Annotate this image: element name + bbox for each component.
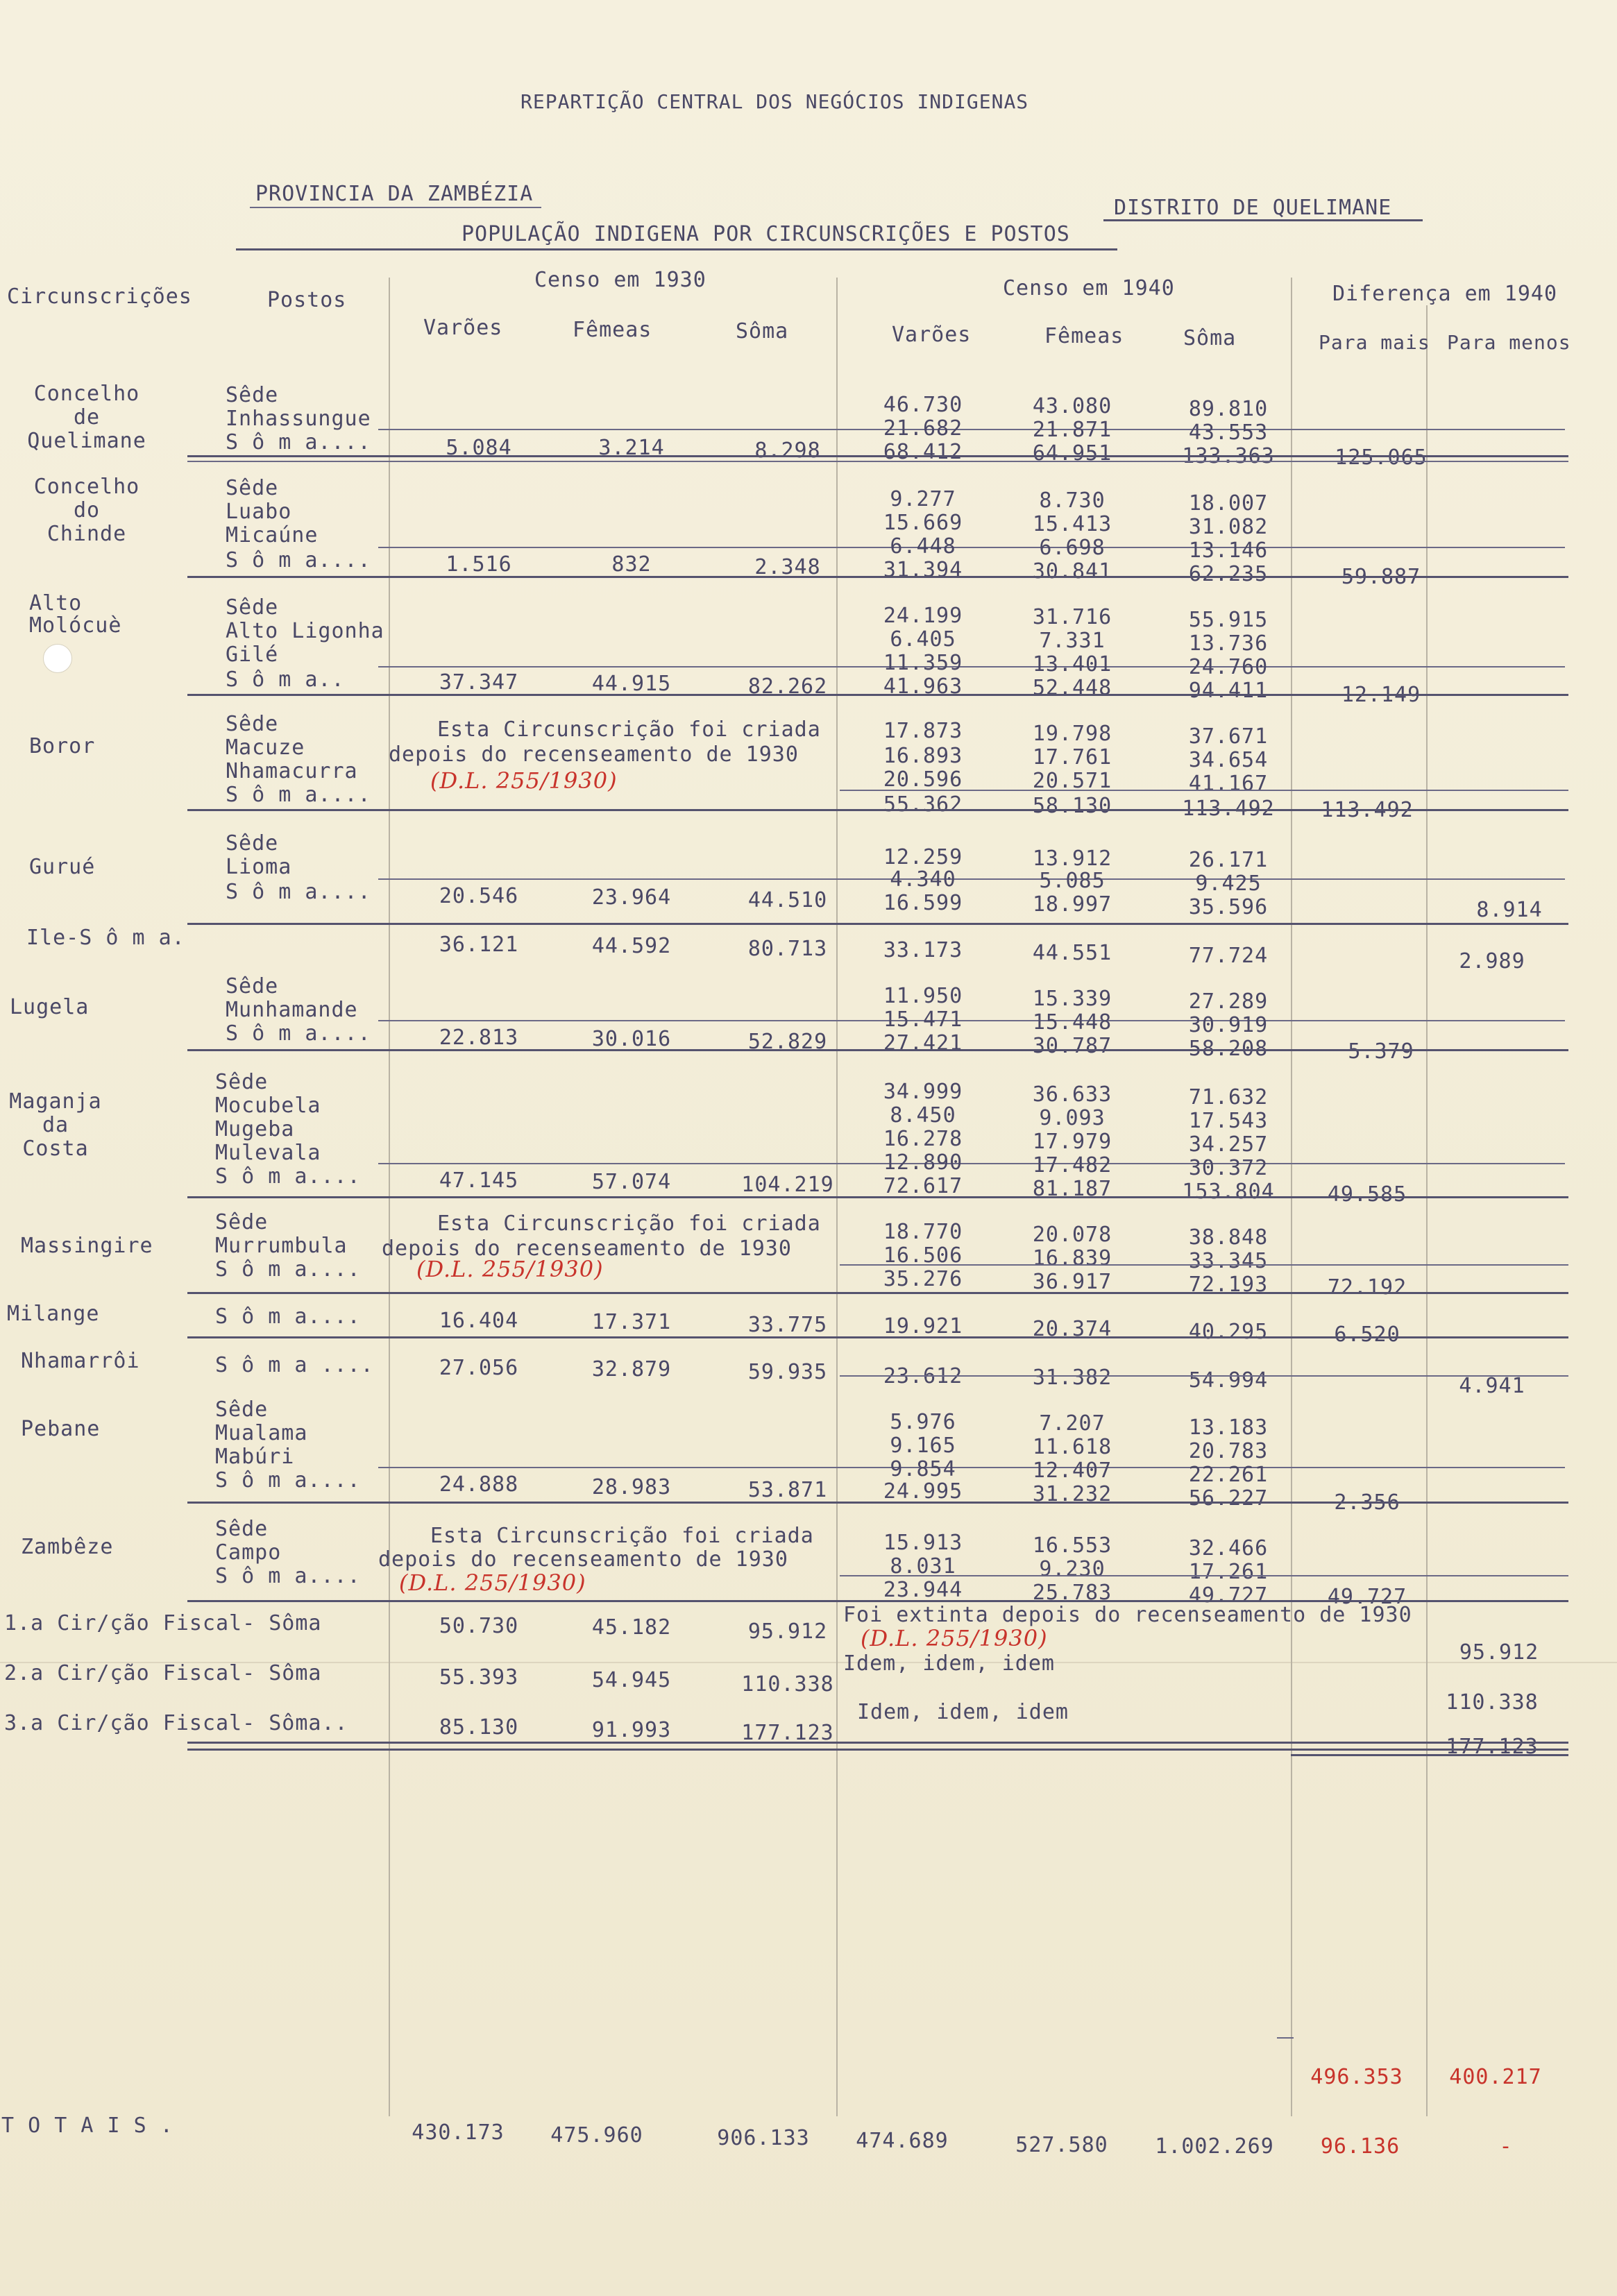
varoes-1940: 17.873 xyxy=(883,719,963,743)
femeas-1940: 7.331 xyxy=(1039,629,1106,653)
soma-1940: 26.171 xyxy=(1188,848,1269,872)
soma-1940: 30.372 xyxy=(1188,1156,1269,1180)
varoes-1940-soma: 16.599 xyxy=(883,891,963,915)
creation-note: depois do recenseamento de 1930 xyxy=(378,1547,788,1572)
femeas-1940-soma: 81.187 xyxy=(1032,1177,1112,1201)
femeas-1930: 91.993 xyxy=(591,1718,672,1742)
entry-line xyxy=(840,1264,1568,1266)
varoes-1940-soma: 55.362 xyxy=(883,792,963,817)
header-femeas-1940: Fêmeas xyxy=(1044,324,1124,348)
soma-1930: 53.871 xyxy=(747,1478,828,1502)
posto-name: Inhassungue xyxy=(226,407,371,431)
femeas-1940: 20.374 xyxy=(1032,1317,1112,1341)
femeas-1940: 17.482 xyxy=(1032,1153,1112,1177)
fiscal-label: 2.a Cir/ção Fiscal- Sôma xyxy=(4,1661,322,1685)
femeas-1940: 15.413 xyxy=(1032,512,1112,536)
varoes-1940: 20.596 xyxy=(883,767,963,792)
circ-name: Massingire xyxy=(21,1234,153,1258)
varoes-1940: 16.278 xyxy=(883,1127,963,1151)
circ-name: Costa xyxy=(22,1137,89,1161)
total-femeas-1940: 527.580 xyxy=(1015,2133,1108,2157)
varoes-1930: 22.813 xyxy=(439,1026,519,1050)
posto-soma: S ô m a.... xyxy=(226,783,371,807)
posto-name: Munhamande xyxy=(226,998,358,1022)
sum-tick xyxy=(1277,2037,1294,2039)
soma-1940-total: 94.411 xyxy=(1188,679,1269,703)
varoes-1940-soma: 41.963 xyxy=(883,674,963,699)
soma-1940: 17.261 xyxy=(1188,1560,1269,1584)
circ-name: Concelho xyxy=(33,382,140,406)
posto-name: Gilé xyxy=(226,643,279,667)
subtitle-underline xyxy=(236,248,1117,250)
femeas-1940-soma: 52.448 xyxy=(1032,676,1112,700)
posto-soma: S ô m a.... xyxy=(226,430,371,454)
posto-name: Mualama xyxy=(215,1421,308,1445)
femeas-1940: 16.553 xyxy=(1032,1533,1112,1558)
diff-para-mais: 5.379 xyxy=(1348,1039,1414,1064)
varoes-1930: 37.347 xyxy=(439,670,519,695)
varoes-1940: 46.730 xyxy=(883,393,963,417)
varoes-1930: 1.516 xyxy=(446,552,512,577)
soma-1940: 40.295 xyxy=(1188,1320,1269,1344)
soma-1930: 104.219 xyxy=(741,1173,834,1197)
soma-1940: 24.760 xyxy=(1188,655,1269,679)
posto-soma: S ô m a.... xyxy=(215,1257,361,1282)
soma-1940: 77.724 xyxy=(1188,944,1269,968)
femeas-1940-soma: 31.232 xyxy=(1032,1482,1112,1506)
femeas-1940: 8.730 xyxy=(1039,488,1106,513)
header-postos: Postos xyxy=(267,288,347,312)
varoes-1940: 33.173 xyxy=(883,938,963,962)
circ-name: Boror xyxy=(29,734,96,758)
varoes-1940-soma: 72.617 xyxy=(883,1174,963,1198)
femeas-1930: 45.182 xyxy=(591,1615,672,1640)
posto-name: Sêde xyxy=(226,974,279,998)
soma-1940: 27.289 xyxy=(1188,989,1269,1014)
district-underline xyxy=(1103,219,1423,221)
idem-note: Idem, idem, idem xyxy=(857,1700,1069,1724)
posto-name: Mulevala xyxy=(215,1141,321,1165)
varoes-1940: 16.506 xyxy=(883,1243,963,1268)
header-soma-1930: Sôma xyxy=(736,319,789,343)
repartition-title: REPARTIÇÃO CENTRAL DOS NEGÓCIOS INDIGENAS xyxy=(520,90,1029,113)
soma-1940-total: 58.208 xyxy=(1188,1037,1269,1061)
femeas-1940: 13.912 xyxy=(1032,847,1112,871)
creation-note: Esta Circunscrição foi criada xyxy=(437,1211,821,1236)
soma-1940: 89.810 xyxy=(1188,397,1269,421)
soma-1940-total: 62.235 xyxy=(1188,562,1269,586)
posto-name: Sêde xyxy=(226,712,279,736)
row-rule xyxy=(187,694,1568,696)
femeas-1930: 57.074 xyxy=(591,1170,672,1194)
creation-note: Esta Circunscrição foi criada xyxy=(430,1524,814,1548)
circ-name: de xyxy=(73,405,101,430)
circ-name: Nhamarrôi xyxy=(21,1349,140,1373)
varoes-1930: 47.145 xyxy=(439,1168,519,1193)
varoes-1940: 24.199 xyxy=(883,604,963,628)
posto-name: Luabo xyxy=(226,500,292,524)
soma-1940: 54.994 xyxy=(1188,1368,1269,1393)
femeas-1940: 6.698 xyxy=(1039,536,1106,560)
posto-soma: S ô m a.... xyxy=(226,1021,371,1046)
fiscal-label: 3.a Cir/ção Fiscal- Sôma.. xyxy=(4,1711,348,1735)
header-varoes-1930: Varões xyxy=(423,316,503,340)
idem-note: Idem, idem, idem xyxy=(843,1651,1055,1676)
decree-annotation: (D.L. 255/1930) xyxy=(430,767,618,794)
circ-name: Chinde xyxy=(46,522,127,546)
circ-name: Quelimane xyxy=(27,429,146,453)
extinct-note: Foi extinta depois do recenseamento de 1930 xyxy=(843,1603,1412,1627)
femeas-1940: 17.761 xyxy=(1032,745,1112,769)
femeas-1940: 12.407 xyxy=(1032,1459,1112,1483)
soma-1940-total: 113.492 xyxy=(1182,797,1275,821)
soma-1930: 33.775 xyxy=(747,1313,828,1337)
varoes-1930: 20.546 xyxy=(439,884,519,908)
femeas-1940: 13.401 xyxy=(1032,652,1112,677)
varoes-1930: 50.730 xyxy=(439,1614,519,1638)
province-label: PROVINCIA DA ZAMBÉZIA xyxy=(255,182,534,206)
posto-name: Mocubela xyxy=(215,1094,321,1118)
varoes-1930: 24.888 xyxy=(439,1472,519,1497)
femeas-1940: 20.078 xyxy=(1032,1223,1112,1247)
soma-1930: 59.935 xyxy=(747,1360,828,1384)
row-rule xyxy=(187,1502,1568,1504)
soma-1940: 17.543 xyxy=(1188,1109,1269,1133)
varoes-1940: 9.165 xyxy=(890,1434,956,1458)
posto-name: Nhamacurra xyxy=(226,759,358,783)
soma-1930: 177.123 xyxy=(741,1721,834,1745)
femeas-1930: 32.879 xyxy=(591,1357,672,1381)
femeas-1940: 21.871 xyxy=(1032,418,1112,442)
total-varoes-1930: 430.173 xyxy=(412,2120,505,2145)
totals-label: T O T A I S . xyxy=(1,2114,173,2138)
varoes-1940-soma: 24.995 xyxy=(883,1479,963,1504)
femeas-1930: 44.592 xyxy=(591,934,672,958)
row-rule xyxy=(187,455,1568,457)
decree-annotation: (D.L. 255/1930) xyxy=(861,1625,1048,1651)
varoes-1930: 85.130 xyxy=(439,1715,519,1740)
femeas-1940: 9.230 xyxy=(1039,1557,1106,1581)
header-census-1940: Censo em 1940 xyxy=(1003,276,1175,300)
entry-line xyxy=(840,790,1568,791)
femeas-1940: 44.551 xyxy=(1032,941,1112,965)
diff-para-menos: 2.989 xyxy=(1459,949,1525,973)
district-label: DISTRITO DE QUELIMANE xyxy=(1114,196,1392,220)
varoes-1940: 9.854 xyxy=(890,1457,956,1481)
soma-1940: 9.425 xyxy=(1195,871,1262,896)
femeas-1940-soma: 64.951 xyxy=(1032,441,1112,466)
varoes-1940: 15.669 xyxy=(883,511,963,535)
soma-1940: 13.183 xyxy=(1188,1415,1269,1440)
femeas-1940: 7.207 xyxy=(1039,1411,1106,1436)
soma-1940: 71.632 xyxy=(1188,1085,1269,1109)
soma-1930: 8.298 xyxy=(754,439,821,463)
soma-1940: 43.553 xyxy=(1188,420,1269,445)
varoes-1940: 6.405 xyxy=(890,627,956,652)
row-rule xyxy=(187,1336,1568,1338)
femeas-1930: 54.945 xyxy=(591,1668,672,1692)
header-census-1930: Censo em 1930 xyxy=(534,268,706,292)
row-rule xyxy=(187,1749,1568,1751)
varoes-1940: 9.277 xyxy=(890,487,956,511)
posto-soma: S ô m a.... xyxy=(215,1304,361,1329)
femeas-1930: 3.214 xyxy=(598,436,665,460)
soma-1940: 31.082 xyxy=(1188,515,1269,539)
soma-1940: 55.915 xyxy=(1188,608,1269,632)
total-femeas-1930: 475.960 xyxy=(550,2123,643,2148)
varoes-1940: 16.893 xyxy=(883,744,963,768)
femeas-1940: 9.093 xyxy=(1039,1106,1106,1130)
varoes-1940: 15.471 xyxy=(883,1007,963,1032)
femeas-1940-soma: 18.997 xyxy=(1032,892,1112,917)
soma-1940-total: 49.727 xyxy=(1188,1583,1269,1608)
row-rule xyxy=(187,1742,1568,1744)
total-soma-1930: 906.133 xyxy=(717,2126,810,2150)
femeas-1940-soma: 25.783 xyxy=(1032,1581,1112,1605)
femeas-1940: 15.339 xyxy=(1032,987,1112,1011)
femeas-1930: 30.016 xyxy=(591,1027,672,1051)
diff-para-mais: 12.149 xyxy=(1341,683,1421,707)
femeas-1930: 44.915 xyxy=(591,672,672,696)
posto-name: Lioma xyxy=(226,855,292,879)
posto-name: Mugeba xyxy=(215,1117,295,1141)
femeas-1930: 23.964 xyxy=(591,885,672,910)
varoes-1940: 18.770 xyxy=(883,1220,963,1244)
femeas-1940: 5.085 xyxy=(1039,869,1106,893)
row-rule xyxy=(187,1196,1568,1198)
femeas-1940-soma: 30.787 xyxy=(1032,1034,1112,1058)
row-rule xyxy=(187,1292,1568,1294)
diff-para-mais: 49.585 xyxy=(1327,1182,1407,1207)
varoes-1930: 27.056 xyxy=(439,1356,519,1380)
soma-1940: 22.261 xyxy=(1188,1463,1269,1487)
circ-name: Milange xyxy=(7,1302,100,1326)
varoes-1940: 5.976 xyxy=(890,1410,956,1434)
soma-1940: 18.007 xyxy=(1188,491,1269,516)
varoes-1940: 4.340 xyxy=(890,867,956,892)
varoes-1940: 34.999 xyxy=(883,1080,963,1104)
soma-1940-total: 133.363 xyxy=(1182,444,1275,468)
header-para-menos: Para menos xyxy=(1447,331,1571,354)
diff-para-mais: 6.520 xyxy=(1334,1323,1400,1347)
circ-name: Lugela xyxy=(10,995,90,1019)
entry-line xyxy=(840,1375,1568,1377)
header-varoes-1940: Varões xyxy=(892,323,972,347)
circ-name: do xyxy=(73,498,101,522)
varoes-1940: 8.031 xyxy=(890,1554,956,1579)
posto-name: Macuze xyxy=(226,735,305,760)
diff-para-menos: 8.914 xyxy=(1476,898,1543,922)
soma-1940-total: 35.596 xyxy=(1188,895,1269,919)
soma-1940: 32.466 xyxy=(1188,1536,1269,1561)
soma-1930: 110.338 xyxy=(741,1672,834,1697)
varoes-1940-soma: 31.394 xyxy=(883,558,963,582)
varoes-1930: 36.121 xyxy=(439,933,519,957)
decree-annotation: (D.L. 255/1930) xyxy=(399,1570,586,1596)
posto-soma: S ô m a.... xyxy=(226,548,371,572)
soma-1940: 34.257 xyxy=(1188,1132,1269,1157)
row-rule xyxy=(187,1600,1568,1602)
soma-1940: 38.848 xyxy=(1188,1225,1269,1250)
row-rule xyxy=(187,461,1568,462)
posto-name: Sêde xyxy=(215,1210,269,1234)
row-rule xyxy=(187,923,1568,925)
header-para-mais: Para mais xyxy=(1319,331,1430,354)
soma-1940-total: 56.227 xyxy=(1188,1486,1269,1511)
circ-name: Zambêze xyxy=(21,1535,114,1559)
varoes-1940: 23.612 xyxy=(883,1364,963,1388)
femeas-1930: 17.371 xyxy=(591,1310,672,1334)
femeas-1930: 832 xyxy=(611,552,652,577)
row-rule xyxy=(187,809,1568,811)
femeas-1930: 28.983 xyxy=(591,1475,672,1499)
varoes-1930: 5.084 xyxy=(446,436,512,460)
femeas-1940: 43.080 xyxy=(1032,394,1112,418)
femeas-1940: 15.448 xyxy=(1032,1010,1112,1035)
diff-para-menos: 95.912 xyxy=(1459,1640,1539,1665)
soma-1940-total: 153.804 xyxy=(1182,1180,1275,1204)
circ-name: Gurué xyxy=(29,855,96,879)
soma-1930: 44.510 xyxy=(747,888,828,912)
row-rule xyxy=(1291,1754,1568,1756)
femeas-1940: 31.382 xyxy=(1032,1366,1112,1390)
total-dash: - xyxy=(1499,2134,1513,2159)
soma-1940: 13.736 xyxy=(1188,631,1269,656)
posto-name: Micaúne xyxy=(226,523,319,547)
posto-name: Murrumbula xyxy=(215,1234,348,1258)
header-soma-1940: Sôma xyxy=(1183,326,1237,350)
header-difference-1940: Diferença em 1940 xyxy=(1332,282,1558,306)
posto-name: Sêde xyxy=(226,476,279,500)
femeas-1940: 36.633 xyxy=(1032,1082,1112,1107)
circ-name: Alto xyxy=(29,591,83,615)
entry-line xyxy=(840,1575,1568,1576)
creation-note: Esta Circunscrição foi criada xyxy=(437,717,821,742)
soma-1940: 33.345 xyxy=(1188,1249,1269,1273)
creation-note: depois do recenseamento de 1930 xyxy=(389,742,799,767)
posto-name: Sêde xyxy=(226,595,279,620)
population-subtitle: POPULAÇÃO INDIGENA POR CIRCUNSCRIÇÕES E POSTOS xyxy=(462,222,1070,246)
varoes-1940-soma: 27.421 xyxy=(883,1031,963,1055)
header-circunscricoes: Circunscrições xyxy=(7,284,192,309)
varoes-1940: 6.448 xyxy=(890,534,956,559)
femeas-1940: 19.798 xyxy=(1032,722,1112,746)
soma-1940: 34.654 xyxy=(1188,748,1269,772)
diff-para-mais: 125.065 xyxy=(1335,445,1428,470)
femeas-1940-soma: 58.130 xyxy=(1032,794,1112,818)
femeas-1940-soma: 30.841 xyxy=(1032,559,1112,584)
varoes-1940-soma: 35.276 xyxy=(883,1267,963,1291)
posto-name: Sêde xyxy=(226,831,279,856)
soma-1930: 52.829 xyxy=(747,1030,828,1054)
header-femeas-1930: Fêmeas xyxy=(573,318,652,342)
posto-name: Sêde xyxy=(226,383,279,407)
soma-1930: 82.262 xyxy=(747,674,828,699)
femeas-1940: 31.716 xyxy=(1032,605,1112,629)
varoes-1940-soma: 68.412 xyxy=(883,440,963,464)
decree-annotation: (D.L. 255/1930) xyxy=(416,1256,604,1282)
femeas-1940: 11.618 xyxy=(1032,1435,1112,1459)
varoes-1940: 12.259 xyxy=(883,845,963,869)
soma-1940: 37.671 xyxy=(1188,724,1269,749)
varoes-1930: 55.393 xyxy=(439,1665,519,1690)
diff-para-menos: 110.338 xyxy=(1446,1690,1539,1715)
soma-1930: 2.348 xyxy=(754,555,821,579)
sum-para-menos: 400.217 xyxy=(1449,2065,1542,2089)
femeas-1940: 20.571 xyxy=(1032,769,1112,793)
soma-1940: 20.783 xyxy=(1188,1439,1269,1463)
punch-hole xyxy=(43,644,72,673)
varoes-1940: 12.890 xyxy=(883,1150,963,1175)
diff-para-menos: 177.123 xyxy=(1446,1735,1539,1759)
diff-para-mais: 49.727 xyxy=(1327,1585,1407,1609)
circ-name: da xyxy=(42,1113,69,1137)
soma-1940-total: 72.193 xyxy=(1188,1273,1269,1297)
soma-1940: 41.167 xyxy=(1188,772,1269,796)
diff-para-mais: 72.192 xyxy=(1327,1275,1407,1300)
femeas-1940: 16.839 xyxy=(1032,1246,1112,1270)
varoes-1940: 11.359 xyxy=(883,651,963,675)
total-soma-1940: 1.002.269 xyxy=(1155,2134,1274,2159)
posto-soma: S ô m a.... xyxy=(215,1564,361,1588)
varoes-1940-soma: 23.944 xyxy=(883,1578,963,1602)
soma-1940: 13.146 xyxy=(1188,538,1269,563)
soma-1940: 30.919 xyxy=(1188,1013,1269,1037)
femeas-1940-soma: 36.917 xyxy=(1032,1270,1112,1294)
posto-soma: S ô m a .... xyxy=(215,1353,374,1377)
posto-soma: S ô m a.... xyxy=(215,1468,361,1493)
row-rule xyxy=(187,1049,1568,1051)
posto-name: Mabúri xyxy=(215,1445,295,1469)
diff-para-mais: 59.887 xyxy=(1341,565,1421,589)
varoes-1940: 8.450 xyxy=(890,1103,956,1128)
circ-name: Molócuè xyxy=(29,613,122,638)
posto-name: Alto Ligonha xyxy=(226,619,384,643)
varoes-1940: 21.682 xyxy=(883,416,963,441)
total-varoes-1940: 474.689 xyxy=(856,2129,949,2153)
posto-name: Sêde xyxy=(215,1517,269,1541)
total-difference: 96.136 xyxy=(1320,2134,1400,2159)
diff-para-mais: 2.356 xyxy=(1334,1490,1400,1515)
varoes-1940: 19.921 xyxy=(883,1314,963,1338)
row-rule xyxy=(187,576,1568,578)
soma-1930: 95.912 xyxy=(747,1619,828,1644)
varoes-1940: 15.913 xyxy=(883,1531,963,1555)
posto-name: Sêde xyxy=(215,1070,269,1094)
posto-name: Campo xyxy=(215,1540,282,1565)
soma-1930: 80.713 xyxy=(747,937,828,961)
fiscal-label: 1.a Cir/ção Fiscal- Sôma xyxy=(4,1611,322,1635)
circ-name: Maganja xyxy=(9,1089,102,1114)
posto-name: Sêde xyxy=(215,1397,269,1422)
posto-soma: S ô m a.... xyxy=(226,880,371,904)
varoes-1940: 11.950 xyxy=(883,984,963,1008)
diff-para-menos: 4.941 xyxy=(1459,1374,1525,1398)
creation-note: depois do recenseamento de 1930 xyxy=(382,1236,792,1261)
posto-soma: S ô m a.. xyxy=(226,667,345,692)
province-underline xyxy=(250,207,541,208)
circ-name: Pebane xyxy=(21,1417,101,1441)
circ-name: Ile-S ô m a. xyxy=(26,926,185,950)
posto-soma: S ô m a.... xyxy=(215,1164,361,1189)
varoes-1930: 16.404 xyxy=(439,1309,519,1333)
diff-para-mais: 113.492 xyxy=(1321,798,1414,822)
circ-name: Concelho xyxy=(33,475,140,499)
femeas-1940: 17.979 xyxy=(1032,1130,1112,1154)
sum-para-mais: 496.353 xyxy=(1310,2065,1403,2089)
